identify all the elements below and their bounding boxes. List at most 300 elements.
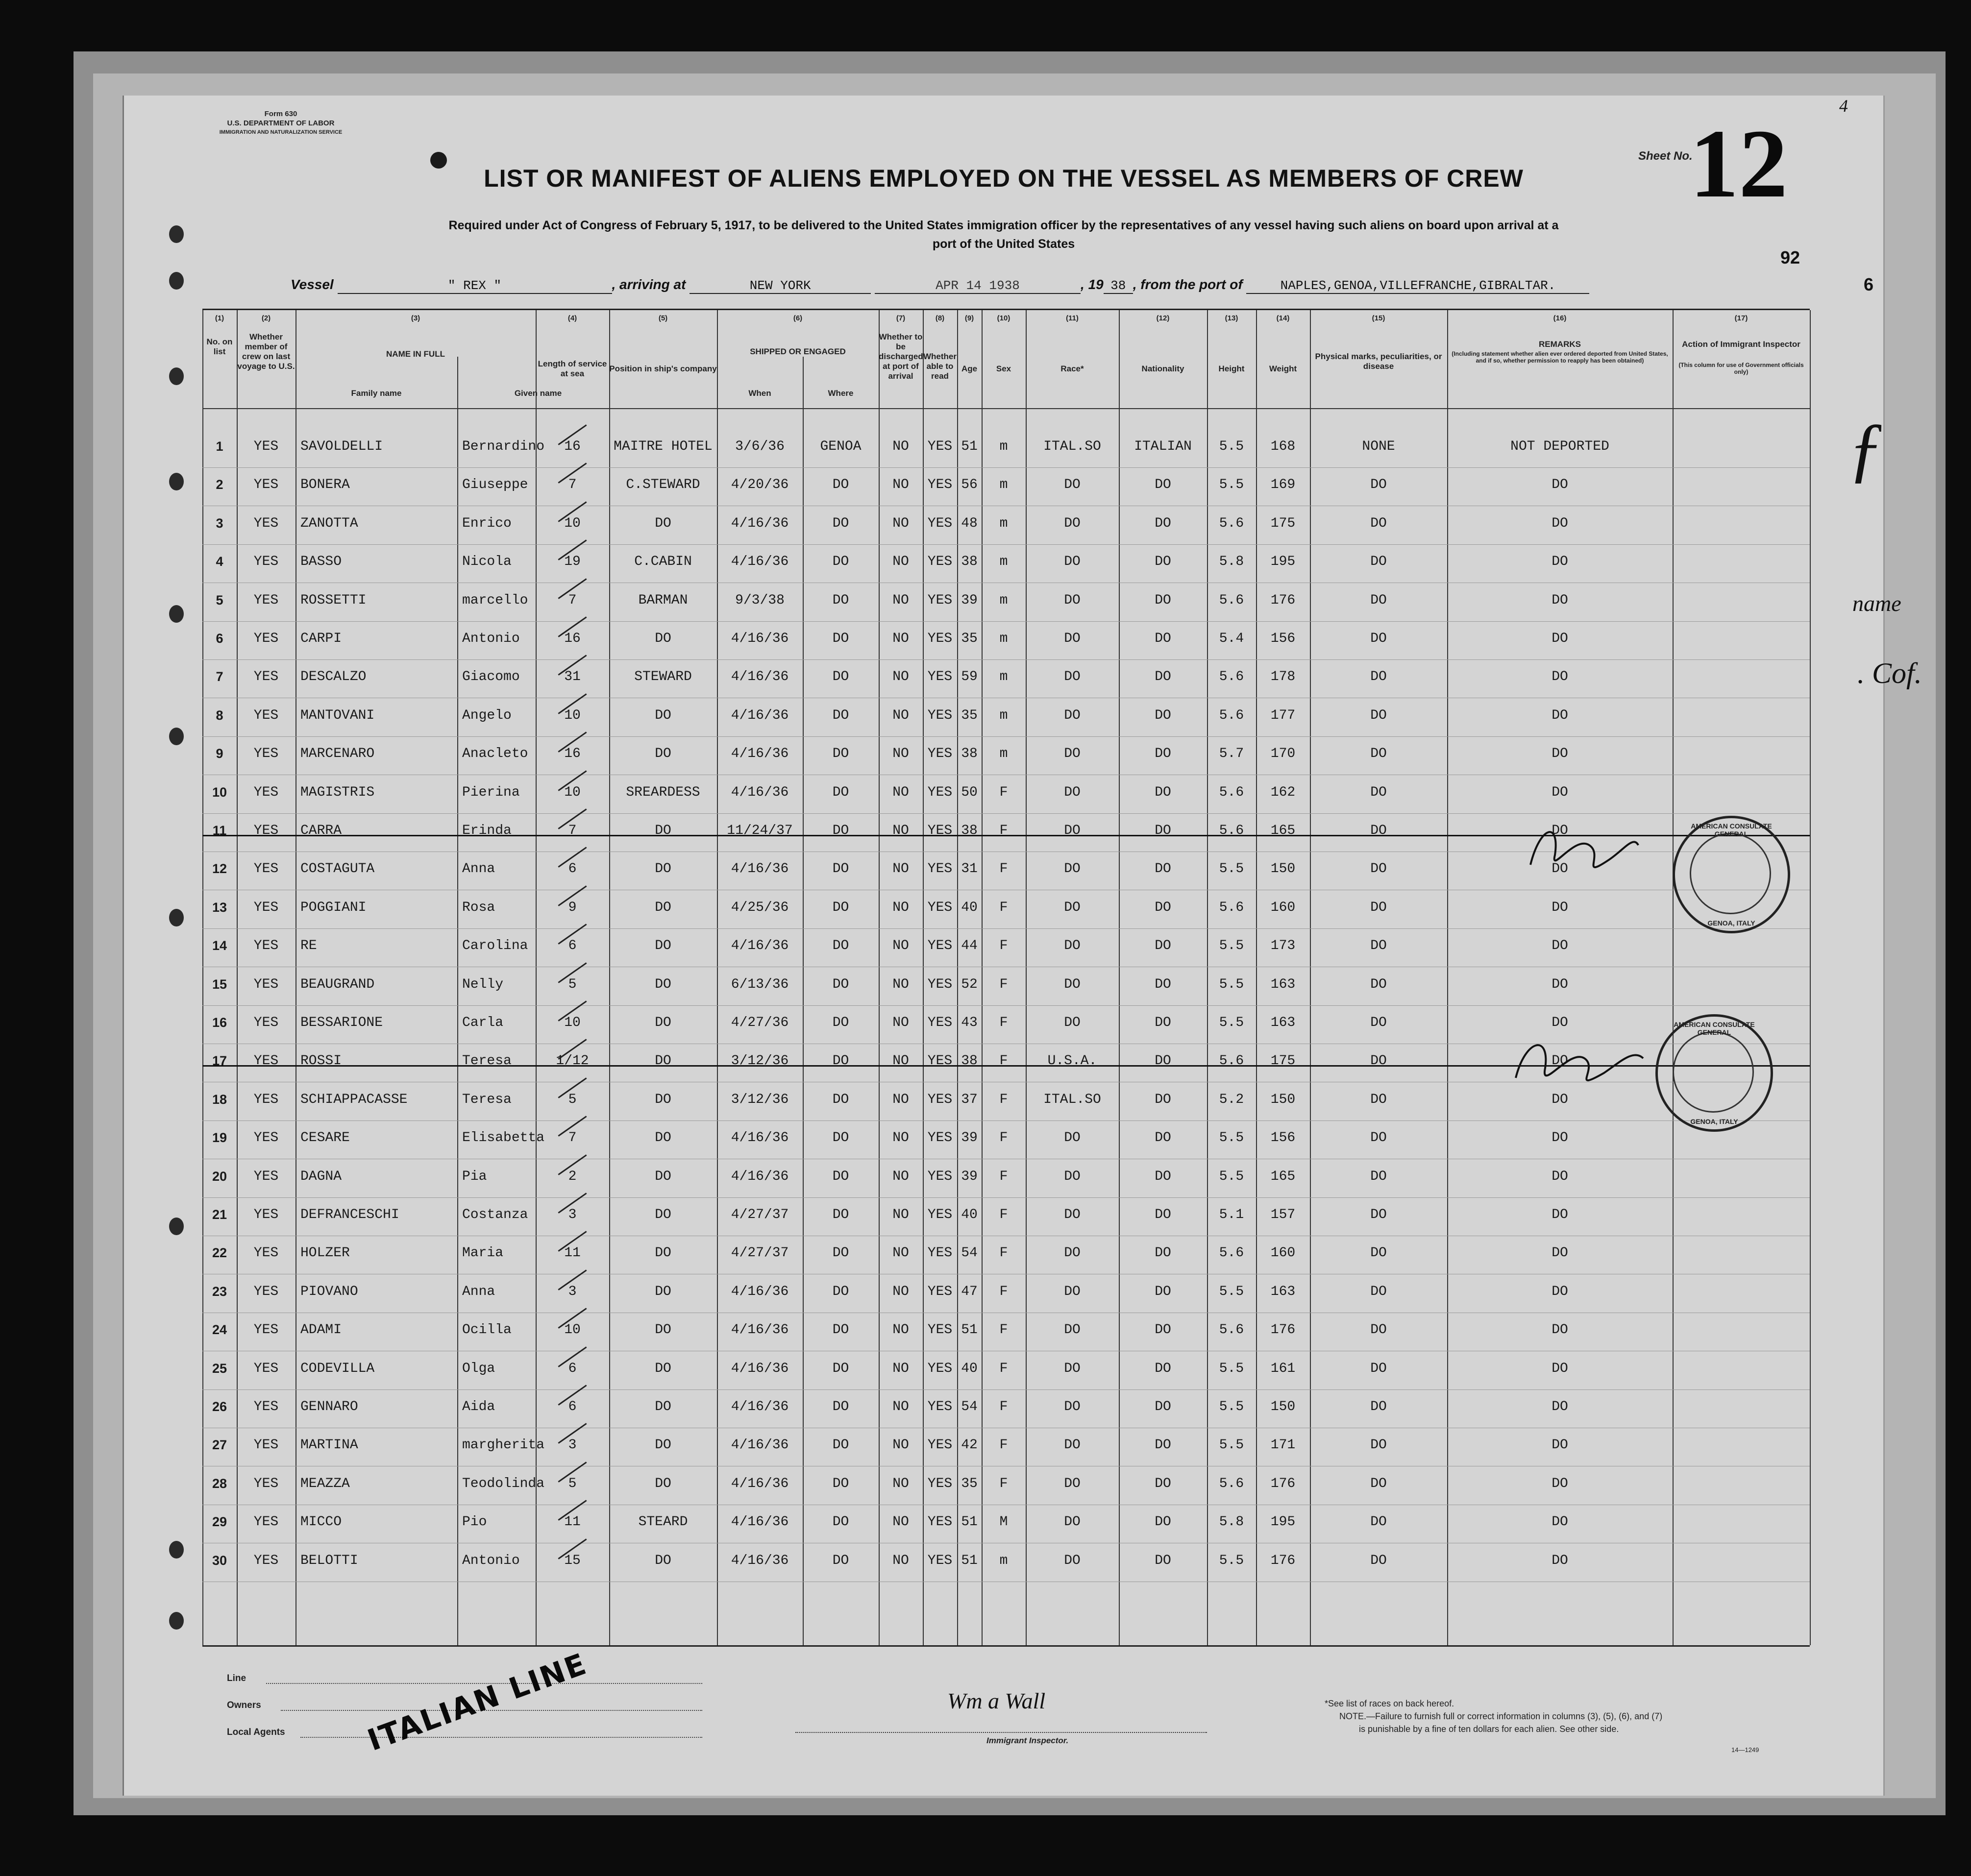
cell-no: 1 — [216, 439, 223, 454]
cell-read: YES — [927, 1476, 953, 1491]
cell-given: Costanza — [462, 1207, 528, 1222]
year-suffix: 38 — [1104, 278, 1133, 294]
cell-position: C.CABIN — [634, 554, 692, 570]
cell-where: DO — [832, 1514, 849, 1530]
cell-discharged: NO — [892, 1130, 909, 1146]
cell-given: Teresa — [462, 1053, 512, 1069]
cell-read: YES — [927, 784, 953, 800]
table-row — [202, 699, 1810, 737]
cell-height: 5.5 — [1219, 976, 1244, 992]
from-label: , from the port of — [1133, 277, 1243, 292]
cell-nationality: ITALIAN — [1134, 439, 1192, 454]
cell-race: DO — [1064, 746, 1081, 762]
cell-family: COSTAGUTA — [300, 861, 375, 877]
column-number: (14) — [1276, 314, 1290, 322]
row-rule — [202, 467, 1810, 468]
column-header-c16_note: (Including statement whether alien ever ordered deported from United States, and if so, whether permission to reapply has been obtained) — [1452, 350, 1668, 364]
cell-read: YES — [927, 746, 953, 762]
punch-hole — [169, 728, 184, 745]
agents-rule — [300, 1737, 702, 1738]
cell-weight: 150 — [1270, 1092, 1296, 1107]
cell-race: DO — [1064, 1476, 1081, 1491]
cell-service: 7 — [568, 1130, 577, 1146]
cell-where: DO — [832, 631, 849, 646]
cell-weight: 173 — [1270, 938, 1296, 954]
row-rule — [202, 928, 1810, 929]
manifest-sheet — [123, 96, 1885, 1796]
cell-height: 5.5 — [1219, 1399, 1244, 1414]
races-note: *See list of races on back hereof. — [1325, 1699, 1454, 1708]
cell-no: 4 — [216, 554, 223, 569]
cell-given: Rosa — [462, 900, 495, 915]
cell-position: DO — [655, 900, 671, 915]
cell-remarks: DO — [1552, 1361, 1568, 1376]
cell-race: DO — [1064, 900, 1081, 915]
cell-position: DO — [655, 707, 671, 723]
cell-read: YES — [927, 439, 953, 454]
column-number: (12) — [1156, 314, 1170, 322]
cell-family: BEAUGRAND — [300, 976, 375, 992]
row-rule — [202, 659, 1810, 660]
cell-marks: DO — [1370, 976, 1387, 992]
cell-race: DO — [1064, 861, 1081, 877]
cell-race: DO — [1064, 1207, 1081, 1222]
cell-service: 3 — [568, 1207, 577, 1222]
agents-label: Local Agents — [227, 1727, 285, 1737]
column-divider — [1810, 310, 1811, 1645]
cell-family: CODEVILLA — [300, 1361, 375, 1376]
cell-crew: YES — [253, 900, 279, 915]
cell-remarks: NOT DEPORTED — [1510, 439, 1609, 454]
cell-no: 15 — [212, 976, 227, 992]
cell-read: YES — [927, 1553, 953, 1568]
table-row — [202, 1198, 1810, 1237]
cell-read: YES — [927, 1015, 953, 1030]
cell-height: 5.6 — [1219, 707, 1244, 723]
cell-marks: DO — [1370, 1437, 1387, 1453]
cell-remarks: DO — [1552, 823, 1568, 838]
cell-nationality: DO — [1155, 1553, 1171, 1568]
cell-height: 5.6 — [1219, 1245, 1244, 1261]
margin-number-right: 6 — [1864, 274, 1874, 294]
cell-when: 4/16/36 — [731, 1399, 789, 1414]
cell-family: HOLZER — [300, 1245, 350, 1261]
cell-age: 35 — [961, 1476, 978, 1491]
cell-height: 5.6 — [1219, 592, 1244, 608]
cell-age: 51 — [961, 1322, 978, 1338]
cell-age: 48 — [961, 515, 978, 531]
cell-sex: F — [999, 900, 1008, 915]
cell-family: MICCO — [300, 1514, 342, 1530]
cell-race: DO — [1064, 1514, 1081, 1530]
cell-read: YES — [927, 938, 953, 954]
cell-race: DO — [1064, 976, 1081, 992]
cell-family: CARPI — [300, 631, 342, 646]
cell-marks: DO — [1370, 1361, 1387, 1376]
cell-service: 5 — [568, 976, 577, 992]
cell-service: 19 — [564, 554, 581, 570]
cell-marks: DO — [1370, 592, 1387, 608]
cell-marks: DO — [1370, 669, 1387, 685]
cell-remarks: DO — [1552, 1476, 1568, 1491]
cell-read: YES — [927, 707, 953, 723]
punch-hole — [169, 473, 184, 490]
cell-marks: DO — [1370, 631, 1387, 646]
cell-nationality: DO — [1155, 1399, 1171, 1414]
cell-weight: 162 — [1270, 784, 1296, 800]
cell-sex: m — [999, 631, 1008, 646]
cell-family: ROSSETTI — [300, 592, 367, 608]
cell-no: 29 — [212, 1514, 227, 1530]
column-header-c3a: Family name — [351, 389, 402, 398]
cell-marks: NONE — [1362, 439, 1395, 454]
cell-nationality: DO — [1155, 1476, 1171, 1491]
cell-when: 4/16/36 — [731, 1130, 789, 1146]
table-row — [202, 968, 1810, 1006]
punch-hole — [169, 367, 184, 385]
column-header-c5: Position in ship's company — [609, 364, 717, 373]
cell-read: YES — [927, 861, 953, 877]
cell-position: DO — [655, 1284, 671, 1299]
cell-crew: YES — [253, 1361, 279, 1376]
arrival-port: NEW YORK — [690, 278, 871, 294]
eagle-emblem — [1690, 833, 1771, 914]
cell-nationality: DO — [1155, 1130, 1171, 1146]
cell-no: 27 — [212, 1437, 227, 1453]
column-header-c16: REMARKS — [1539, 340, 1581, 349]
cell-when: 4/20/36 — [731, 477, 789, 493]
cell-crew: YES — [253, 515, 279, 531]
column-header-c15: Physical marks, peculiarities, or disease — [1315, 352, 1442, 371]
cell-given: Teodolinda — [462, 1476, 545, 1491]
column-number: (4) — [567, 314, 577, 322]
cell-service: 6 — [568, 861, 577, 877]
cell-nationality: DO — [1155, 784, 1171, 800]
cell-where: DO — [832, 1092, 849, 1107]
cell-crew: YES — [253, 1514, 279, 1530]
cell-crew: YES — [253, 1322, 279, 1338]
cell-when: 4/16/36 — [731, 746, 789, 762]
table-row — [202, 1352, 1810, 1390]
cell-discharged: NO — [892, 439, 909, 454]
cell-race: DO — [1064, 1169, 1081, 1184]
header-divider — [202, 408, 1810, 409]
column-number: (13) — [1225, 314, 1238, 322]
cell-when: 4/16/36 — [731, 938, 789, 954]
cell-position: DO — [655, 1476, 671, 1491]
cell-where: DO — [832, 707, 849, 723]
cell-remarks: DO — [1552, 477, 1568, 493]
cell-discharged: NO — [892, 976, 909, 992]
cell-nationality: DO — [1155, 1245, 1171, 1261]
cell-given: Carolina — [462, 938, 528, 954]
cell-height: 5.5 — [1219, 938, 1244, 954]
cell-weight: 150 — [1270, 861, 1296, 877]
cell-crew: YES — [253, 1207, 279, 1222]
cell-read: YES — [927, 1284, 953, 1299]
cell-marks: DO — [1370, 1514, 1387, 1530]
cell-sex: m — [999, 1553, 1008, 1568]
cell-remarks: DO — [1552, 746, 1568, 762]
cell-position: DO — [655, 1361, 671, 1376]
cell-sex: F — [999, 784, 1008, 800]
cell-race: ITAL.SO — [1043, 439, 1101, 454]
cell-service: 16 — [564, 439, 581, 454]
cell-family: SAVOLDELLI — [300, 439, 383, 454]
cell-given: Pio — [462, 1514, 487, 1530]
cell-where: DO — [832, 1015, 849, 1030]
cell-height: 5.5 — [1219, 1169, 1244, 1184]
cell-weight: 171 — [1270, 1437, 1296, 1453]
cell-when: 4/16/36 — [731, 1476, 789, 1491]
cell-service: 6 — [568, 1399, 577, 1414]
official-signature — [1521, 816, 1643, 884]
cell-where: DO — [832, 669, 849, 685]
cell-marks: DO — [1370, 1053, 1387, 1069]
cell-remarks: DO — [1552, 1053, 1568, 1069]
column-header-c12: Nationality — [1141, 364, 1184, 373]
cell-marks: DO — [1370, 1399, 1387, 1414]
cell-discharged: NO — [892, 554, 909, 570]
cell-when: 4/16/36 — [731, 1553, 789, 1568]
cell-when: 6/13/36 — [731, 976, 789, 992]
cell-sex: F — [999, 1437, 1008, 1453]
cell-discharged: NO — [892, 1015, 909, 1030]
cell-no: 28 — [212, 1476, 227, 1491]
cell-crew: YES — [253, 1169, 279, 1184]
cell-where: DO — [832, 554, 849, 570]
column-number: (6) — [793, 314, 803, 322]
cell-service: 11 — [564, 1514, 581, 1530]
cell-read: YES — [927, 1399, 953, 1414]
cell-when: 4/27/36 — [731, 1015, 789, 1030]
table-row — [202, 1160, 1810, 1198]
cell-read: YES — [927, 1322, 953, 1338]
cell-weight: 176 — [1270, 1322, 1296, 1338]
cell-race: DO — [1064, 1245, 1081, 1261]
cell-age: 40 — [961, 1207, 978, 1222]
column-header-c6: SHIPPED OR ENGAGED — [750, 347, 846, 356]
cell-race: DO — [1064, 1322, 1081, 1338]
penalty-note-2: is punishable by a fine of ten dollars for each alien. See other side. — [1359, 1724, 1619, 1734]
cell-service: 10 — [564, 784, 581, 800]
cell-sex: F — [999, 1361, 1008, 1376]
cell-where: DO — [832, 976, 849, 992]
cell-where: DO — [832, 1245, 849, 1261]
cell-age: 59 — [961, 669, 978, 685]
cell-where: DO — [832, 746, 849, 762]
table-row — [202, 1429, 1810, 1467]
cell-family: MEAZZA — [300, 1476, 350, 1491]
cell-service: 16 — [564, 631, 581, 646]
cell-crew: YES — [253, 1284, 279, 1299]
cell-family: ZANOTTA — [300, 515, 358, 531]
cell-service: 6 — [568, 1361, 577, 1376]
inspector-signature: Wm a Wall — [947, 1688, 1046, 1713]
cell-nationality: DO — [1155, 515, 1171, 531]
cell-height: 5.5 — [1219, 1437, 1244, 1453]
cell-nationality: DO — [1155, 592, 1171, 608]
cell-nationality: DO — [1155, 900, 1171, 915]
cell-read: YES — [927, 477, 953, 493]
cell-service: 5 — [568, 1476, 577, 1491]
service-name: IMMIGRATION AND NATURALIZATION SERVICE — [219, 129, 343, 135]
column-number: (9) — [964, 314, 974, 322]
column-header-c8: Whether able to read — [923, 352, 957, 381]
cell-weight: 177 — [1270, 707, 1296, 723]
cell-crew: YES — [253, 1130, 279, 1146]
vessel-line: Vessel " REX " , arriving at NEW YORK APR 14 1938 , 19 38 , from the port of NAPLES,GENOA,VILLEFRANCHE,GIBRALTAR. — [291, 277, 1589, 297]
cell-weight: 195 — [1270, 1514, 1296, 1530]
consulate-seal — [1673, 816, 1790, 933]
cell-read: YES — [927, 1437, 953, 1453]
cell-discharged: NO — [892, 1322, 909, 1338]
row-rule — [202, 1197, 1810, 1198]
cell-position: DO — [655, 515, 671, 531]
cell-marks: DO — [1370, 1169, 1387, 1184]
column-header-c11: Race* — [1060, 364, 1084, 373]
cell-when: 4/16/36 — [731, 1437, 789, 1453]
cell-given: Carla — [462, 1015, 504, 1030]
form-number: Form 630 — [264, 110, 297, 118]
cell-weight: 176 — [1270, 1476, 1296, 1491]
cell-crew: YES — [253, 1553, 279, 1568]
cell-sex: F — [999, 976, 1008, 992]
cell-remarks: DO — [1552, 976, 1568, 992]
cell-discharged: NO — [892, 592, 909, 608]
punch-hole — [169, 225, 184, 243]
cell-discharged: NO — [892, 631, 909, 646]
cell-remarks: DO — [1552, 1245, 1568, 1261]
cell-read: YES — [927, 554, 953, 570]
cell-nationality: DO — [1155, 669, 1171, 685]
cell-no: 6 — [216, 631, 223, 646]
column-number: (11) — [1066, 314, 1079, 322]
cell-height: 5.6 — [1219, 515, 1244, 531]
cell-marks: DO — [1370, 1284, 1387, 1299]
cell-marks: DO — [1370, 1130, 1387, 1146]
cell-height: 5.5 — [1219, 1553, 1244, 1568]
cell-crew: YES — [253, 669, 279, 685]
cell-family: ADAMI — [300, 1322, 342, 1338]
column-number: (3) — [411, 314, 420, 322]
cell-position: DO — [655, 938, 671, 954]
cell-family: BELOTTI — [300, 1553, 358, 1568]
penalty-note-1: NOTE.—Failure to furnish full or correct information in columns (3), (5), (6), and (7) — [1339, 1711, 1663, 1721]
cell-remarks: DO — [1552, 1169, 1568, 1184]
cell-service: 7 — [568, 477, 577, 493]
cell-no: 9 — [216, 746, 223, 761]
cell-given: Pierina — [462, 784, 520, 800]
cell-remarks: DO — [1552, 784, 1568, 800]
cell-family: CARRA — [300, 823, 342, 838]
cell-discharged: NO — [892, 1361, 909, 1376]
cell-position: STEARD — [638, 1514, 688, 1530]
cell-service: 5 — [568, 1092, 577, 1107]
cell-family: RE — [300, 938, 317, 954]
cell-crew: YES — [253, 938, 279, 954]
cell-remarks: DO — [1552, 1284, 1568, 1299]
table-row — [202, 737, 1810, 776]
cell-remarks: DO — [1552, 1092, 1568, 1107]
cell-marks: DO — [1370, 900, 1387, 915]
row-rule — [202, 1389, 1810, 1390]
cell-weight: 170 — [1270, 746, 1296, 762]
seal-bottom-text: GENOA, ITALY — [1707, 919, 1755, 927]
cell-marks: DO — [1370, 554, 1387, 570]
cell-age: 50 — [961, 784, 978, 800]
cell-read: YES — [927, 900, 953, 915]
subtitle-line-1: Required under Act of Congress of February 5, 1917, to be delivered to the United States immigration officer by the representatives of any vessel having such aliens on board upon arrival at a — [448, 219, 1559, 232]
cell-remarks: DO — [1552, 938, 1568, 954]
cell-given: Nicola — [462, 554, 512, 570]
column-header-c13: Height — [1218, 364, 1245, 373]
cell-sex: F — [999, 1015, 1008, 1030]
cell-weight: 176 — [1270, 1553, 1296, 1568]
cell-discharged: NO — [892, 1514, 909, 1530]
cell-where: DO — [832, 1361, 849, 1376]
cell-read: YES — [927, 1207, 953, 1222]
cell-where: DO — [832, 823, 849, 838]
cell-position: DO — [655, 631, 671, 646]
table-row — [202, 1314, 1810, 1352]
table-row — [202, 891, 1810, 929]
cell-age: 35 — [961, 631, 978, 646]
cell-nationality: DO — [1155, 631, 1171, 646]
column-number: (10) — [997, 314, 1010, 322]
cell-crew: YES — [253, 631, 279, 646]
cell-height: 5.5 — [1219, 1015, 1244, 1030]
eagle-emblem — [1673, 1031, 1754, 1113]
cell-given: Nelly — [462, 976, 504, 992]
cell-service: 15 — [564, 1553, 581, 1568]
punch-hole — [169, 605, 184, 623]
cell-height: 5.6 — [1219, 1322, 1244, 1338]
cell-where: DO — [832, 1437, 849, 1453]
cell-remarks: DO — [1552, 554, 1568, 570]
cell-marks: DO — [1370, 1245, 1387, 1261]
punch-hole — [169, 1218, 184, 1235]
cell-family: MARCENARO — [300, 746, 375, 762]
cell-race: DO — [1064, 592, 1081, 608]
cell-race: DO — [1064, 707, 1081, 723]
cell-no: 3 — [216, 515, 223, 531]
cell-where: DO — [832, 1053, 849, 1069]
cell-when: 4/16/36 — [731, 554, 789, 570]
table-row — [202, 1544, 1810, 1583]
cell-nationality: DO — [1155, 1437, 1171, 1453]
cell-marks: DO — [1370, 1553, 1387, 1568]
cell-sex: F — [999, 1245, 1008, 1261]
manifest-title: LIST OR MANIFEST OF ALIENS EMPLOYED ON THE VESSEL AS MEMBERS OF CREW — [484, 165, 1524, 192]
cell-sex: F — [999, 1399, 1008, 1414]
arriving-label: , arriving at — [612, 277, 686, 292]
manifest-subtitle — [222, 214, 1785, 251]
cell-weight: 161 — [1270, 1361, 1296, 1376]
cell-height: 5.6 — [1219, 900, 1244, 915]
cell-crew: YES — [253, 823, 279, 838]
vessel-label: Vessel — [291, 277, 334, 292]
seal-top-text: AMERICAN CONSULATE GENERAL — [1674, 1021, 1755, 1036]
cell-no: 12 — [212, 861, 227, 877]
sheet-number-label: Sheet No. — [1638, 149, 1693, 163]
cell-discharged: NO — [892, 669, 909, 685]
cell-no: 25 — [212, 1361, 227, 1376]
cell-age: 54 — [961, 1399, 978, 1414]
crew-table — [202, 309, 1810, 1647]
cell-where: DO — [832, 861, 849, 877]
cell-no: 5 — [216, 592, 223, 608]
